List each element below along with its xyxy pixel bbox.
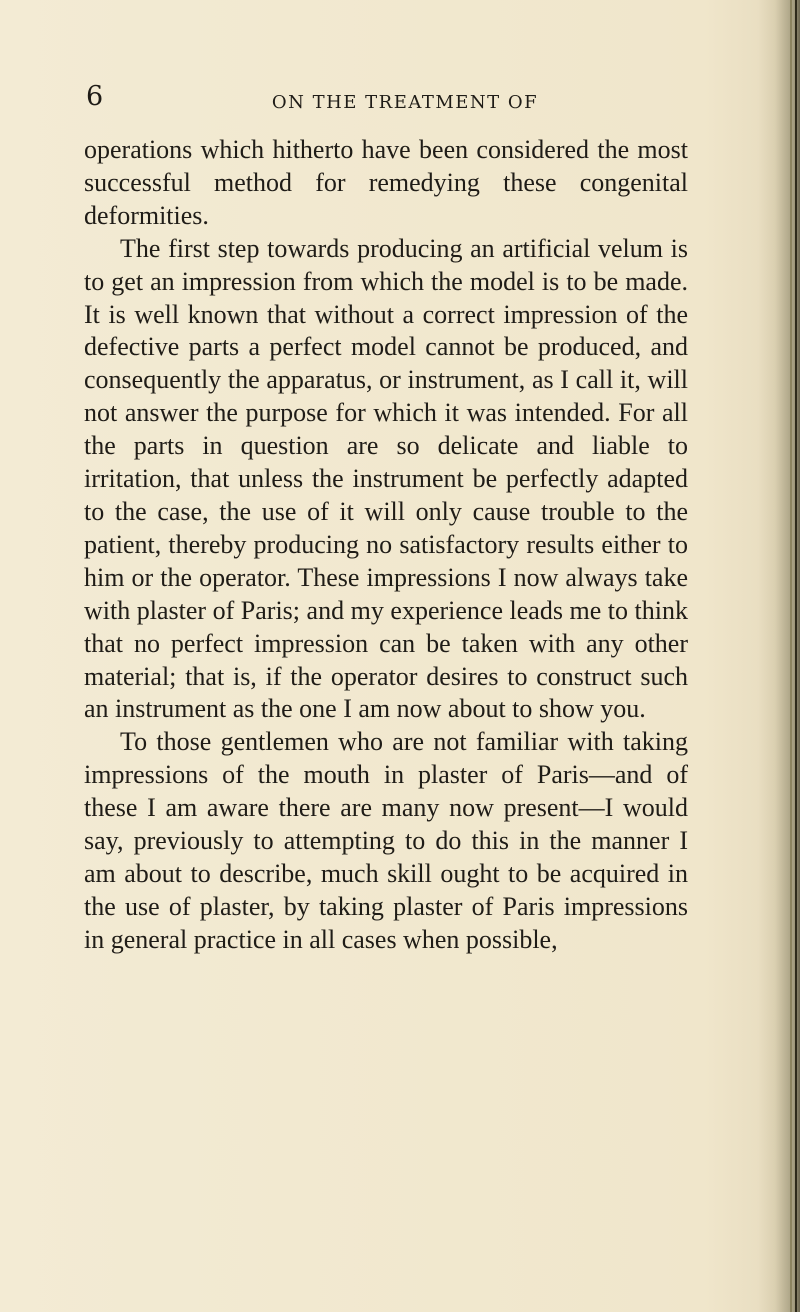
paragraph: The first step towards producing an artificial velum is to get an impression from which the model is to be made. It is well known that without a correct impression of the defective parts a perfect model cannot be produced, and consequently the apparatus, or instrument, as I call it, will not answer the purpose for which it was intended. For all the parts in question are so delicate and liable to irritation, that unless the instrument be perfectly adapted to the case, the use of it will only cause trouble to the patient, thereby producing no satisfactory results either to him or the operator. These impressions I now always take with plaster of Paris; and my experience leads me to think that no perfect impression can be taken with any other material; that is, if the operator desires to construct such an instrument as the one I am now about to show you.	[84, 233, 688, 724]
paragraph: operations which hitherto have been considered the most successful method for remedying these congenital deformities.	[84, 135, 688, 230]
body-text	[84, 134, 688, 957]
running-head: ON THE TREATMENT OF	[271, 92, 539, 113]
page-edge-line	[795, 0, 797, 1312]
page-number: 6	[86, 81, 104, 112]
paragraph: To those gentlemen who are not familiar with taking impressions of the mouth in plaster of Paris—and of these I am aware there are many now present—I would say, previously to attempting to do this in the manner I am about to describe, much skill ought to be acquired in the use of plaster, by taking plaster of Paris impressions in general practice in all cases when possible,	[84, 727, 688, 954]
page-edge-shadow	[758, 0, 800, 1312]
page-edge-line	[790, 0, 792, 1312]
